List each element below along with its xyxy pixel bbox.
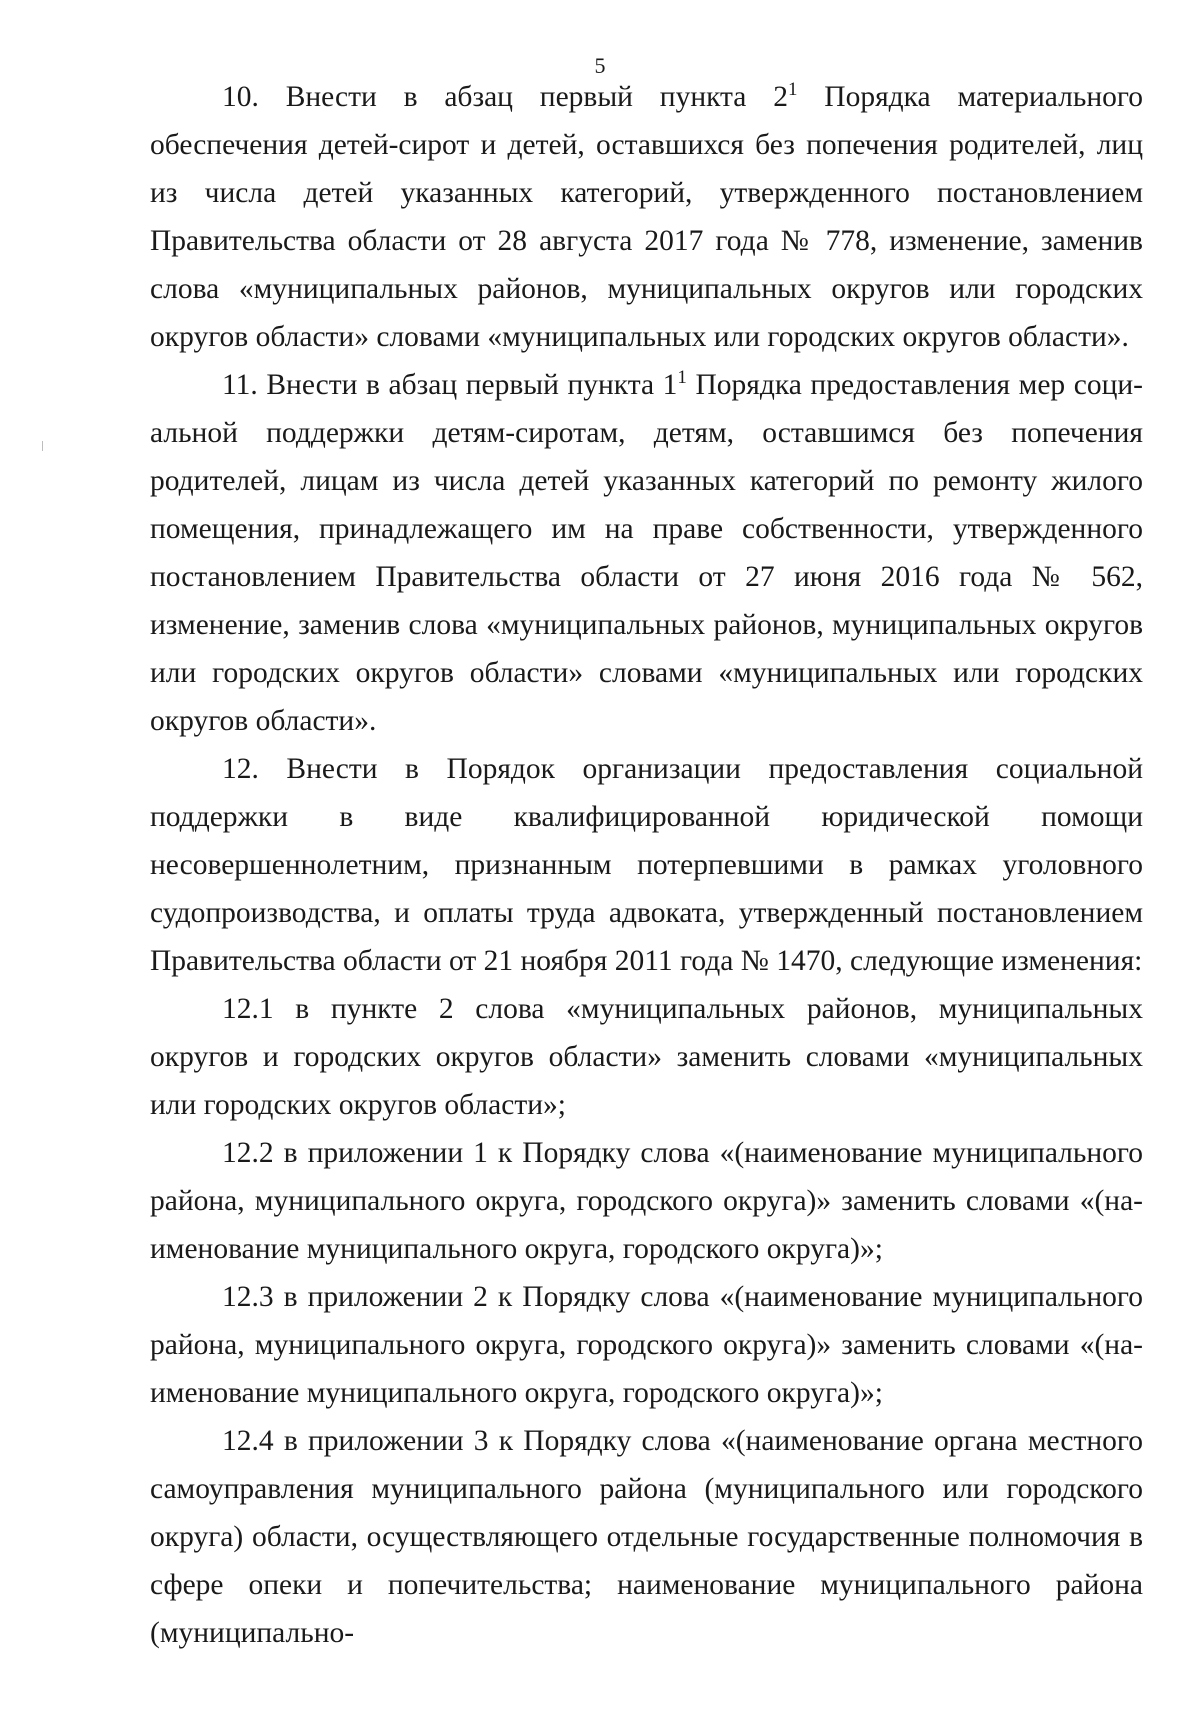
- paragraph-item-11: [150, 361, 1143, 745]
- paragraph-item-12-4: 12.4 в приложении 3 к Порядку слова «(наименование органа местного самоуправления муниципального района (муниципального или городского округа) области, осуществляющего отдельные государственные полномочия в сфере опеки и попечительства; наименование муниципального района (муниципально-: [150, 1425, 1143, 1649]
- superscript-index: 1: [787, 79, 798, 101]
- paragraph-item-10: [150, 73, 1143, 361]
- paragraph-item-12-1: 12.1 в пункте 2 слова «муниципальных районов, муниципальных округов и городских округов области» заменить словами «муниципальных или городских округов области»;: [150, 993, 1143, 1121]
- paragraph-item-12-2: 12.2 в приложении 1 к Порядку слова «(наименование муниципального района, муниципального округа, городского округа)» заменить словами «(наименование муниципального округа, городского округа)»;: [150, 1137, 1143, 1265]
- paragraph-text: 11. Внести в абзац первый пункта 1: [222, 369, 678, 401]
- page-number: 5: [594, 53, 606, 78]
- paragraph-text: 10. Внести в абзац первый пункта 2: [222, 81, 788, 113]
- paragraph-item-12: 12. Внести в Порядок организации предоставления социальной поддержки в виде квалифицированной юридической помощи несовершеннолетним, признанным потерпевшими в рамках уголовного судопроизводства, и оплаты труда адвоката, утвержденный постановлением Правительства области от 21 ноября 2011 года № 1470, следующие изменения:: [150, 753, 1143, 977]
- superscript-index: 1: [677, 367, 687, 389]
- paragraph-text: Порядка материального обеспечения детей-сирот и детей, оставшихся без попечения родителей, лиц из числа детей указанных категорий, утвержденного постановлением Правительства области от 28 августа 2017 года № 778, изменение, заменив слова «муниципальных районов, муниципальных округов или городских округов области» словами «муниципальных или городских округов области».: [150, 81, 1143, 353]
- paragraph-text: Порядка предоставления мер социальной поддержки детям-сиротам, детям, оставшимся без попечения родителей, лицам из числа детей указанных категорий по ремонту жилого помещения, принадлежащего им на праве собственности, утвержденного постановлением Правительства области от 27 июня 2016 года № 562, изменение, заменив слова «муниципальных районов, муниципальных округов или городских округов области» словами «муниципальных или городских округов области».: [150, 369, 1143, 737]
- paragraph-item-12-3: 12.3 в приложении 2 к Порядку слова «(наименование муниципального района, муниципального округа, городского округа)» заменить словами «(наименование муниципального округа, городского округа)»;: [150, 1281, 1143, 1409]
- document-body: [150, 73, 1143, 1657]
- scan-artifact-mark: [42, 441, 43, 451]
